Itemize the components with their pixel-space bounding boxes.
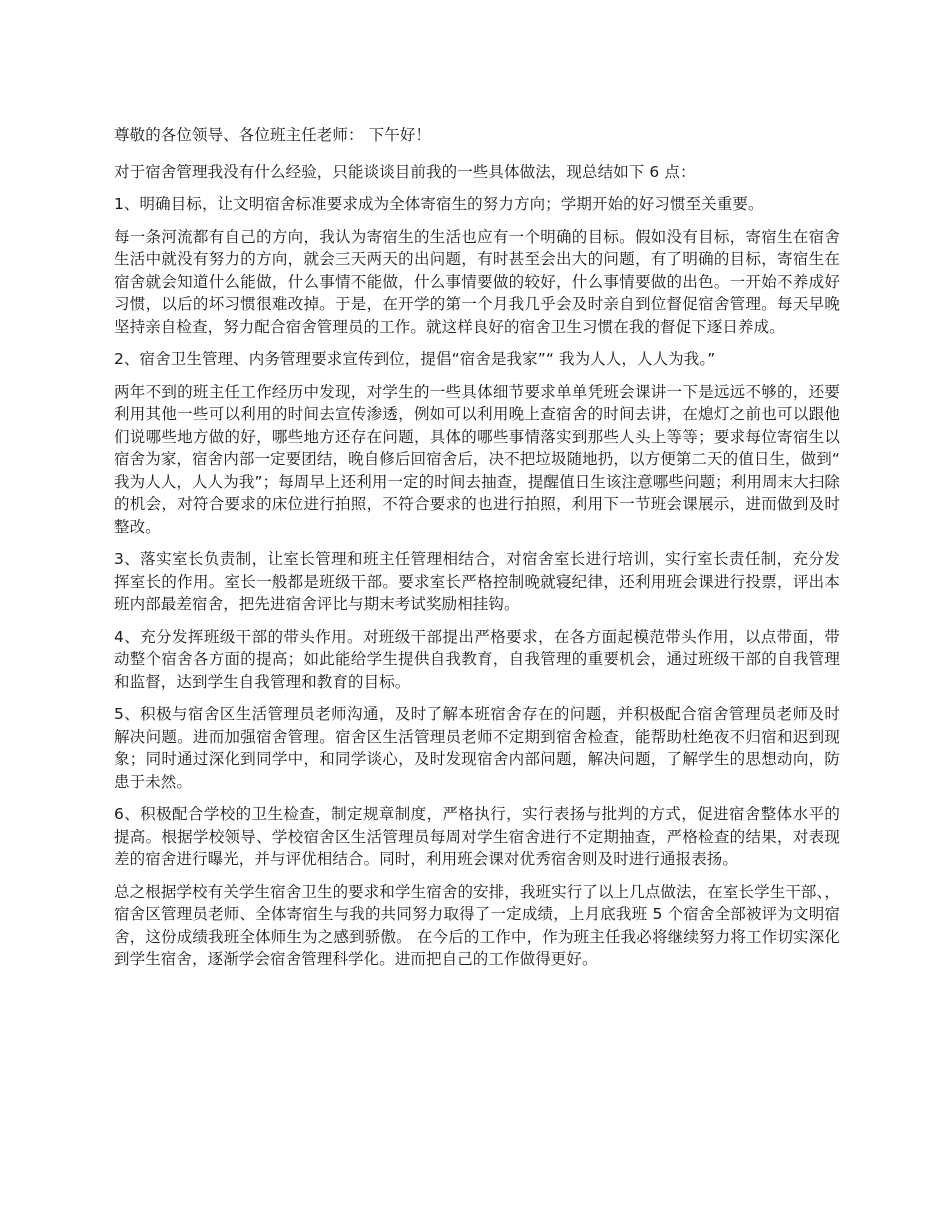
paragraph-point-4: 4、充分发挥班级干部的带头作用。对班级干部提出严格要求，在各方面起模范带头作用，以点带面，带动整个宿舍各方面的提高；如此能给学生提供自我教育，自我管理的重要机会，通过班级干部的自我管理和监督，达到学生自我管理和教育的目标。 xyxy=(114,627,840,691)
paragraph-point-1-heading: 1、明确目标，让文明宿舍标准要求成为全体寄宿生的努力方向；学期开始的好习惯至关重要。 xyxy=(114,195,764,213)
paragraph-intro: 对于宿舍管理我没有什么经验，只能谈谈目前我的一些具体做法，现总结如下 6 点： xyxy=(114,162,696,181)
paragraph-conclusion: 总之根据学校有关学生宿舍卫生的要求和学生宿舍的安排，我班实行了以上几点做法，在室长学生干部、，宿舍区管理员老师、全体寄宿生与我的共同努力取得了一定成绩，上月底我班 5 个宿舍全部被评为文明宿舍，这份成绩我班全体师生为之感到骄傲。 在今后的工作中，作为班主任我必将继续努力将工作切实深化到学生宿舍，逐渐学会宿舍管理科学化。进而把自己的工作做得更好。 xyxy=(114,882,840,968)
salutation: 尊敬的各位领导、各位班主任老师： 下午好！ xyxy=(114,126,432,144)
paragraph-point-2-body: 两年不到的班主任工作经历中发现，对学生的一些具体细节要求单单凭班会课讲一下是远远不够的，还要利用其他一些可以利用的时间去宣传渗透，例如可以利用晚上查宿舍的时间去讲，在熄灯之前也可以跟他们说哪些地方做的好，哪些地方还存在问题，具体的哪些事情落实到那些人头上等等；要求每位寄宿生以宿舍为家，宿舍内部一定要团结，晚自修后回宿舍后，决不把垃圾随地扔，以方便第二天的值日生，做到“ 我为人人，人人为我”；每周早上还利用一定的时间去抽查，提醒值日生该注意哪些问题；利用周末大扫除的机会，对符合要求的床位进行拍照，不符合要求的也进行拍照，利用下一节班会课展示，进而做到及时整改。 xyxy=(114,382,840,536)
paragraph-point-5: 5、积极与宿舍区生活管理员老师沟通，及时了解本班宿舍存在的问题，并积极配合宿舍管理员老师及时解决问题。进而加强宿舍管理。宿舍区生活管理员老师不定期到宿舍检查，能帮助杜绝夜不归宿和迟到现象；同时通过深化到同学中，和同学谈心，及时发现宿舍内部问题，解决问题，了解学生的思想动向，防患于未然。 xyxy=(114,705,840,791)
paragraph-point-1-body: 每一条河流都有自己的方向，我认为寄宿生的生活也应有一个明确的目标。假如没有目标，寄宿生在宿舍生活中就没有努力的方向，就会三天两天的出问题，有时甚至会出大的问题，有了明确的目标，寄宿生在宿舍就会知道什么能做，什么事情不能做，什么事情要做的较好，什么事情要做的出色。一开始不养成好习惯，以后的坏习惯很难改掉。于是，在开学的第一个月我几乎会及时亲自到位督促宿舍管理。每天早晚坚持亲自检查，努力配合宿舍管理员的工作。就这样良好的宿舍卫生习惯在我的督促下逐日养成。 xyxy=(114,227,840,336)
paragraph-point-2-heading: 2、宿舍卫生管理、内务管理要求宣传到位，提倡“宿舍是我家”“ 我为人人，人人为我。” xyxy=(114,350,716,368)
document-body xyxy=(114,124,840,981)
paragraph-point-6: 6、积极配合学校的卫生检查，制定规章制度，严格执行，实行表扬与批判的方式，促进宿舍整体水平的提高。根据学校领导、学校宿舍区生活管理员每周对学生宿舍进行不定期抽查，严格检查的结果，对表现差的宿舍进行曝光，并与评优相结合。同时，利用班会课对优秀宿舍则及时进行通报表扬。 xyxy=(114,805,840,868)
paragraph-point-3: 3、落实室长负责制，让室长管理和班主任管理相结合，对宿舍室长进行培训，实行室长责任制，充分发挥室长的作用。室长一般都是班级干部。要求室长严格控制晚就寝纪律，还利用班会课进行投票，评出本班内部最差宿舍，把先进宿舍评比与期末考试奖励相挂钩。 xyxy=(114,550,840,613)
